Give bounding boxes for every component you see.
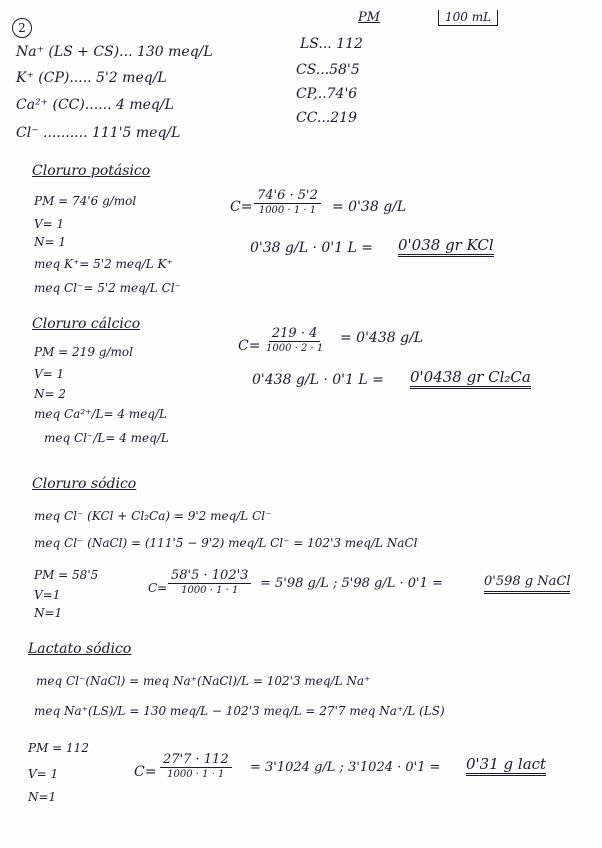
mm-cs: CS...58'5 xyxy=(296,62,360,78)
kcl-line: V= 1 xyxy=(34,217,65,231)
cacl2-heading: Cloruro cálcico xyxy=(32,316,141,332)
kcl-line: N= 1 xyxy=(34,235,67,249)
conc-k: K⁺ (CP)..... 5'2 meq/L xyxy=(16,70,167,86)
kcl-c-label: C= xyxy=(230,199,253,215)
lactate-c-label: C= xyxy=(134,764,157,780)
nacl-denominator: 1000 · 1 · 1 xyxy=(181,585,239,596)
lactate-c-result: = 3'1024 g/L ; 3'1024 · 0'1 = xyxy=(250,760,441,775)
cacl2-line: meq Cl⁻/L= 4 meq/L xyxy=(44,431,169,445)
nacl-var: PM = 58'5 xyxy=(34,568,99,582)
cacl2-line: N= 2 xyxy=(34,387,67,401)
nacl-var: V=1 xyxy=(34,588,61,602)
cacl2-result: 0'0438 gr Cl₂Ca xyxy=(410,369,531,389)
lactate-var: N=1 xyxy=(28,790,57,804)
cacl2-denominator: 1000 · 2 · 1 xyxy=(266,343,324,354)
lactate-numerator: 27'7 · 112 xyxy=(160,752,232,768)
kcl-line: meq Cl⁻= 5'2 meq/L Cl⁻ xyxy=(34,281,181,295)
nacl-numerator: 58'5 · 102'3 xyxy=(168,568,251,584)
cacl2-numerator: 219 · 4 xyxy=(269,326,320,342)
lactate-var: V= 1 xyxy=(28,767,59,781)
lactate-fraction xyxy=(160,752,232,781)
nacl-heading: Cloruro sódico xyxy=(32,476,137,492)
lactate-line2: meq Na⁺(LS)/L = 130 meq/L − 102'3 meq/L = 27'7 meq Na⁺/L (LS) xyxy=(34,704,445,718)
lactate-line1: meq Cl⁻(NaCl) = meq Na⁺(NaCl)/L = 102'3 meq/L Na⁺ xyxy=(36,674,371,688)
pm-label: PM xyxy=(358,10,381,25)
cacl2-fraction xyxy=(266,326,323,355)
lactate-result: 0'31 g lact xyxy=(466,756,546,776)
nacl-line1: meq Cl⁻ (KCl + Cl₂Ca) = 9'2 meq/L Cl⁻ xyxy=(34,509,272,523)
kcl-result-prefix: 0'38 g/L · 0'1 L = xyxy=(250,240,373,256)
mm-ls: LS... 112 xyxy=(300,36,363,52)
nacl-fraction xyxy=(168,568,251,597)
volume-box: 100 mL xyxy=(438,10,498,26)
kcl-fraction xyxy=(254,188,321,217)
conc-ca: Ca²⁺ (CC)...... 4 meq/L xyxy=(16,97,174,113)
conc-na: Na⁺ (LS + CS)... 130 meq/L xyxy=(16,44,213,60)
cacl2-c-result: = 0'438 g/L xyxy=(340,330,424,346)
nacl-result: 0'598 g NaCl xyxy=(484,574,570,594)
problem-number: 2 xyxy=(12,18,32,38)
nacl-c-label: C= xyxy=(148,581,168,595)
kcl-line: PM = 74'6 g/mol xyxy=(34,194,137,208)
lactate-denominator: 1000 · 1 · 1 xyxy=(167,769,225,780)
nacl-c-result: = 5'98 g/L ; 5'98 g/L · 0'1 = xyxy=(260,576,443,591)
lactate-heading: Lactato sódico xyxy=(28,641,132,657)
kcl-numerator: 74'6 · 5'2 xyxy=(254,188,321,204)
kcl-heading: Cloruro potásico xyxy=(32,163,151,179)
kcl-denominator: 1000 · 1 · 1 xyxy=(258,205,317,216)
mm-cp: CP,..74'6 xyxy=(296,86,358,102)
cacl2-c-label: C= xyxy=(238,338,261,354)
cacl2-line: PM = 219 g/mol xyxy=(34,345,133,359)
cacl2-line: V= 1 xyxy=(34,367,65,381)
cacl2-line: meq Ca²⁺/L= 4 meq/L xyxy=(34,407,167,421)
cacl2-result-prefix: 0'438 g/L · 0'1 L = xyxy=(252,372,384,388)
kcl-line: meq K⁺= 5'2 meq/L K⁺ xyxy=(34,257,173,271)
nacl-var: N=1 xyxy=(34,606,63,620)
kcl-c-result: = 0'38 g/L xyxy=(332,199,407,215)
mm-cc: CC...219 xyxy=(296,110,357,126)
conc-cl: Cl⁻ .......... 111'5 meq/L xyxy=(16,125,181,141)
nacl-line2: meq Cl⁻ (NaCl) = (111'5 − 9'2) meq/L Cl⁻ = 102'3 meq/L NaCl xyxy=(34,536,418,550)
lactate-var: PM = 112 xyxy=(28,741,89,755)
kcl-result: 0'038 gr KCl xyxy=(398,237,494,257)
